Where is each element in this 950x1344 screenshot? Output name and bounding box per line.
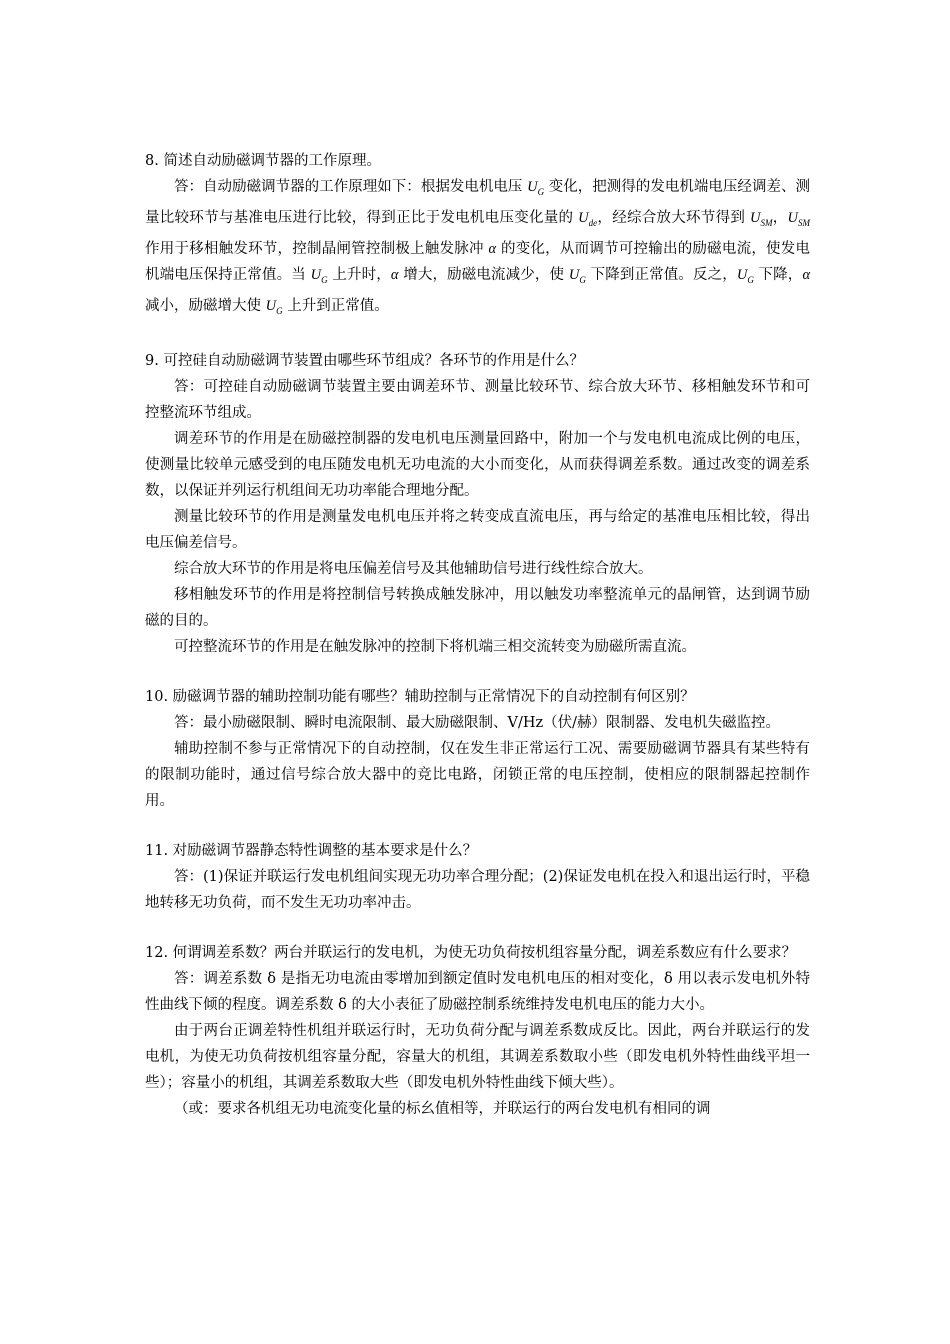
math-symbol-u-de: $U_{de}$ bbox=[578, 209, 598, 228]
answer-10-paragraph-2: 辅助控制不参与正常情况下的自动控制，仅在发生非正常运行工况、需要励磁调节器具有某些特有的限制功能时，通过信号综合放大器中的竞比电路，闭锁正常的电压控制，使相应的限制器起控制作用。 bbox=[145, 740, 810, 809]
math-symbol-u-g: $U_G$ bbox=[568, 266, 586, 285]
answer-10-paragraph-1: 答：最小励磁限制、瞬时电流限制、最大励磁限制、V/Hz（伏/赫）限制器、发电机失磁监控。 bbox=[174, 714, 781, 731]
math-symbol-u-g: $U_G$ bbox=[527, 179, 545, 197]
answer-8-paragraph-1: 答：自动励磁调节器的工作原理如下：根据发电机电压 $U_G$ 变化，把测得的发电机端电压经调差、测量比较环节与基准电压进行比较，得到正比于发电机电压变化量的 $U_{de}$，经综合放大环节得到 $U_{SM}$，$U_{SM}$ 作用于移相触发环节，控制晶闸管控制极上触发脉冲 α 的变化，从而调节可控输出的励磁电流，使发电机端电压保持正常值。当 $U_G$ 上升时，α 增大，励磁电流减少，使 $U_G$ 下降到正常值。反之，$U_G$ 下降，α 减小，励磁增大使 $U_G$ 上升到正常值。 bbox=[145, 179, 811, 316]
question-11: 11. 对励磁调节器静态特性调整的基本要求是什么？ bbox=[145, 842, 478, 859]
question-10: 10. 励磁调节器的辅助控制功能有哪些？辅助控制与正常情况下的自动控制有何区别？ bbox=[145, 688, 695, 705]
answer-9-paragraph-4: 综合放大环节的作用是将电压偏差信号及其他辅助信号进行线性综合放大。 bbox=[174, 560, 653, 577]
math-symbol-alpha: α bbox=[390, 266, 399, 283]
answer-9-paragraph-1: 答：可控硅自动励磁调节装置主要由调差环节、测量比较环节、综合放大环节、移相触发环节和可控整流环节组成。 bbox=[145, 378, 810, 421]
answer-9-paragraph-2: 调差环节的作用是在励磁控制器的发电机电压测量回路中，附加一个与发电机电流成比例的电压，使测量比较单元感受到的电压随发电机无功电流的大小而变化，从而获得调差系数。通过改变的调差系数，以保证并列运行机组间无功功率能合理地分配。 bbox=[145, 430, 810, 499]
answer-9-paragraph-3: 测量比较环节的作用是测量发电机电压并将之转变成直流电压，再与给定的基准电压相比较，得出电压偏差信号。 bbox=[145, 508, 810, 551]
answer-9-paragraph-5: 移相触发环节的作用是将控制信号转换成触发脉冲，用以触发功率整流单元的晶闸管，达到调节励磁的目的。 bbox=[145, 586, 810, 629]
question-12: 12. 何谓调差系数？两台并联运行的发电机，为使无功负荷按机组容量分配，调差系数应有什么要求？ bbox=[145, 944, 797, 961]
answer-12-paragraph-3: （或：要求各机组无功电流变化量的标幺值相等，并联运行的两台发电机有相同的调 bbox=[174, 1100, 711, 1117]
math-symbol-u-g: $U_G$ bbox=[265, 297, 283, 316]
math-symbol-u-sm: $U_{SM}$ bbox=[787, 209, 811, 228]
math-symbol-alpha: α bbox=[802, 266, 811, 283]
question-8: 8. 简述自动励磁调节器的工作原理。 bbox=[145, 153, 381, 169]
math-symbol-u-g: $U_G$ bbox=[310, 266, 328, 285]
answer-12-paragraph-2: 由于两台正调差特性机组并联运行时，无功负荷分配与调差系数成反比。因此，两台并联运行的发电机，为使无功负荷按机组容量分配，容量大的机组，其调差系数取小些（即发电机外特性曲线平坦一些）；容量小的机组，其调差系数取大些（即发电机外特性曲线下倾大些）。 bbox=[145, 1022, 810, 1091]
math-symbol-u-sm: $U_{SM}$ bbox=[750, 209, 773, 228]
answer-12-paragraph-1: 答：调差系数 δ 是指无功电流由零增加到额定值时发电机电压的相对变化，δ 用以表示发电机外特性曲线下倾的程度。调差系数 δ 的大小表征了励磁控制系统维持发电机电压的能力大小。 bbox=[145, 970, 810, 1013]
document-page bbox=[145, 148, 810, 1122]
math-symbol-alpha: α bbox=[488, 240, 497, 257]
answer-9-paragraph-6: 可控整流环节的作用是在触发脉冲的控制下将机端三相交流转变为励磁所需直流。 bbox=[174, 638, 696, 655]
question-9: 9. 可控硅自动励磁调节装置由哪些环节组成？各环节的作用是什么？ bbox=[145, 352, 584, 369]
math-symbol-u-g: $U_G$ bbox=[736, 266, 754, 285]
answer-11-paragraph-1: 答：(1)保证并联运行发电机组间实现无功功率合理分配；(2)保证发电机在投入和退出运行时，平稳地转移无功负荷，而不发生无功功率冲击。 bbox=[145, 868, 810, 911]
